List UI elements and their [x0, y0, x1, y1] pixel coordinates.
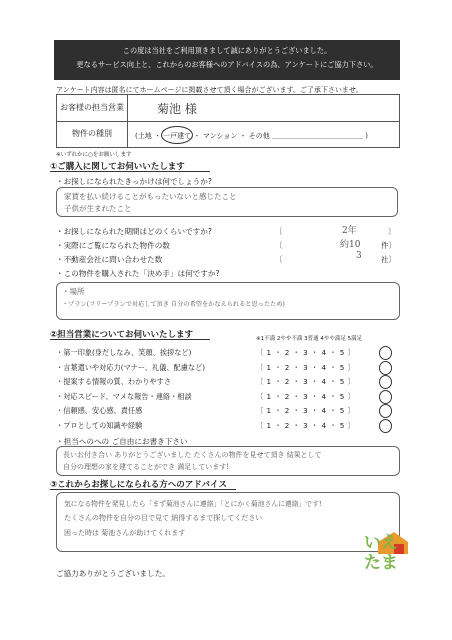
rating-item-scores: 〔 1 ・ 2 ・ 3 ・ 4 ・ 5 〕 — [256, 420, 356, 430]
rating-selected-circle — [379, 375, 392, 389]
q3-bracket-open: 〔 — [275, 241, 283, 250]
comment-question: ・担当へのへの ご自由にお書き下さい — [56, 437, 188, 446]
publication-notice: アンケート内容は匿名にてホームページに掲載させて頂く場合がございます。ご了承下さいませ。 — [56, 86, 363, 94]
q5-answer-line-2: ・プラン(フリープランで対応して頂き 自分の希望をかなえられると思ったため) — [62, 301, 285, 308]
property-type-row — [57, 121, 399, 147]
q4-bracket-close: 社〕 — [381, 255, 396, 264]
section3-underline — [50, 489, 236, 490]
agent-name: 菊池 様 — [157, 102, 197, 116]
comment-line-1: 長いお付き合い ありがとうございました たくさんの物件を見せて頂き 結果として — [63, 451, 322, 459]
section2-title: ②担当営業についてお伺いいたします — [50, 330, 194, 340]
q4-answer: 3 — [356, 251, 362, 261]
q3-bracket-close: 件〕 — [381, 241, 396, 250]
rating-selected-circle — [379, 346, 392, 360]
property-type-options: (土地 ・ 一戸建て ・ マンション ・ その他 ＿＿＿＿＿＿＿＿＿＿＿＿＿ ) — [135, 132, 368, 140]
q1-answer-line-2: 子供が生まれたこと — [64, 204, 132, 213]
q5-answer-line-1: ・場所 — [62, 287, 85, 296]
agent-label: お客様の担当営業 — [57, 95, 128, 121]
q2-bracket-open: 〔 — [275, 227, 283, 236]
banner-line-2: 更なるサービス向上と、これからのお客様へのアドバイスの為、アンケートにご協力下さい。 — [76, 60, 378, 69]
q2-bracket-close: 〕 — [388, 227, 396, 236]
banner-line-1: この度は当社をご利用頂きまして誠にありがとうございました。 — [122, 46, 332, 55]
comment-line-2: 自分の理想の家を建てることができ 満足しています! — [63, 463, 230, 471]
q5-question: ・この物件を購入された「決め手」は何ですか? — [56, 269, 220, 278]
rating-selected-circle — [379, 419, 392, 433]
company-logo — [364, 532, 408, 576]
rating-selected-circle — [379, 404, 392, 418]
rating-item-label: ・提案する情報の質、わかりやすさ — [56, 377, 172, 386]
customer-info-table — [56, 94, 400, 148]
section2-underline — [50, 339, 210, 340]
q3-answer: 約10 — [340, 240, 361, 250]
section1-title: ①ご購入に関してお伺いいたします — [50, 162, 185, 172]
q2-answer: 2年 — [342, 226, 357, 236]
section1-underline — [50, 171, 210, 172]
rating-item-label: ・信頼感、安心感、責任感 — [56, 406, 143, 415]
circle-hint: ※いずれかに○をお願いします — [56, 152, 132, 158]
rating-item-scores: 〔 1 ・ 2 ・ 3 ・ 4 ・ 5 〕 — [256, 391, 356, 401]
rating-scale-legend: ※1不満 2やや不満 3普通 4やや満足 5満足 — [256, 336, 363, 342]
rating-item-scores: 〔 1 ・ 2 ・ 3 ・ 4 ・ 5 〕 — [256, 377, 356, 386]
advice-line-3: 困った時は 菊池さんが助けてくれます — [64, 529, 186, 537]
q4-bracket-open: 〔 — [275, 255, 283, 264]
footer-thanks: ご協力ありがとうございました。 — [56, 569, 170, 578]
rating-item-scores: 〔 1 ・ 2 ・ 3 ・ 4 ・ 5 〕 — [256, 406, 356, 415]
rating-item-label: ・プロとしての知識や経験 — [56, 420, 143, 430]
rating-selected-circle — [379, 390, 392, 404]
q1-question: ・お探しになられたきっかけは何でしょうか? — [56, 177, 212, 186]
logo-text-top: いえ — [364, 533, 398, 553]
advice-line-2: たくさんの物件を自分の目で見て 納得するまで探してください — [64, 514, 263, 522]
q4-question: ・不動産会社に問い合わせた数 — [56, 255, 163, 264]
rating-item-label: ・言葉遣いや対応力(マナー、礼儀、配慮など) — [56, 362, 206, 372]
rating-item-scores: 〔 1 ・ 2 ・ 3 ・ 4 ・ 5 〕 — [256, 362, 356, 372]
rating-item-scores: 〔 1 ・ 2 ・ 3 ・ 4 ・ 5 〕 — [256, 348, 356, 357]
q1-answer-line-1: 家賃を払い続けることがもったいないと感じたこと — [64, 192, 237, 201]
agent-row — [57, 95, 399, 122]
rating-selected-circle — [379, 361, 392, 375]
logo-text-bottom: たま — [364, 553, 398, 573]
property-type-selection-circle — [161, 126, 193, 144]
q2-question: ・お探しになられた期間はどのくらいですか? — [56, 227, 212, 236]
q3-question: ・実際にご覧になられた物件の数 — [56, 241, 170, 250]
property-type-label: 物件の種別 — [57, 121, 128, 147]
advice-line-1: 気になる物件を発見したら「まず菊池さんに連絡」「とにかく菊池さんに連絡」です! — [64, 500, 322, 508]
section3-title: ③これからお探しになられる方へのアドバイス — [50, 480, 227, 490]
header-banner — [54, 40, 400, 80]
rating-item-label: ・対応スピード、マメな報告・連絡・相談 — [56, 391, 192, 401]
rating-item-label: ・第一印象(身だしなみ、笑顔、挨拶など) — [56, 348, 192, 357]
